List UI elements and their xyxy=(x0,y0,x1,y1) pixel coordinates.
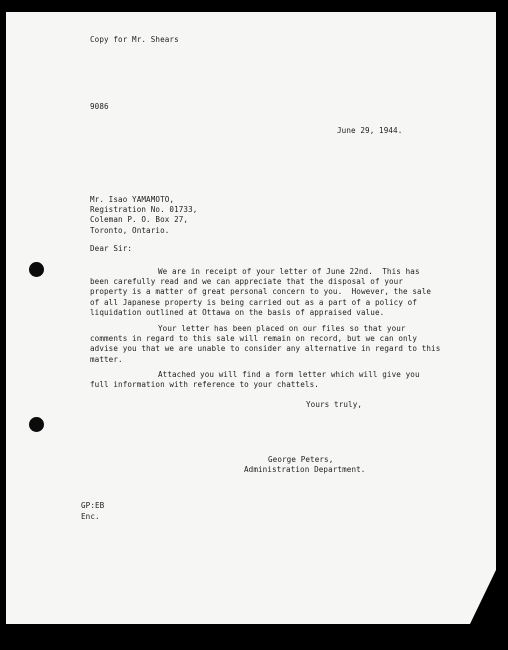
copy-note: Copy for Mr. Shears xyxy=(90,35,179,44)
address-line: Registration No. 01733, xyxy=(90,205,198,215)
punch-hole-bottom xyxy=(29,417,44,432)
recipient-address xyxy=(90,195,197,236)
paragraph-line: property is a matter of great personal concern to you. However, the sale xyxy=(90,287,432,297)
folded-corner xyxy=(470,570,496,624)
paragraph-line: advise you that we are unable to consider any alternative in regard to this xyxy=(90,344,441,354)
file-number: 9086 xyxy=(90,102,109,111)
paragraph-3 xyxy=(90,370,420,390)
closing: Yours truly, xyxy=(306,400,363,409)
paragraph-line: liquidation outlined at Ottawa on the basis of appraised value. xyxy=(90,307,385,317)
paragraph-1 xyxy=(90,267,431,318)
paragraph-line: been carefully read and we can appreciate that the disposal of your xyxy=(90,277,404,287)
signature-title: Administration Department. xyxy=(244,465,366,474)
paragraph-line: full information with reference to your chattels. xyxy=(90,380,319,390)
letter-date: June 29, 1944. xyxy=(337,126,403,135)
paragraph-line: Your letter has been placed on our files so that your xyxy=(158,324,406,333)
letter-page xyxy=(6,12,496,624)
punch-hole-top xyxy=(29,262,44,277)
paragraph-line: comments in regard to this sale will remain on record, but we can only xyxy=(90,334,418,344)
address-line: Toronto, Ontario. xyxy=(90,225,170,235)
paragraph-line: We are in receipt of your letter of June 22nd. This has xyxy=(158,267,420,276)
address-line: Mr. Isao YAMAMOTO, xyxy=(90,195,175,204)
salutation: Dear Sir: xyxy=(90,244,133,253)
paragraph-line: of all Japanese property is being carried out as a part of a policy of xyxy=(90,297,418,307)
signature-name: George Peters, xyxy=(268,455,334,464)
enclosure-note: Enc. xyxy=(81,512,100,521)
paragraph-2 xyxy=(90,324,440,365)
typist-initials: GP:EB xyxy=(81,501,105,510)
paragraph-line: Attached you will find a form letter which will give you xyxy=(158,370,420,379)
paragraph-line: matter. xyxy=(90,354,123,364)
address-line: Coleman P. O. Box 27, xyxy=(90,215,189,225)
